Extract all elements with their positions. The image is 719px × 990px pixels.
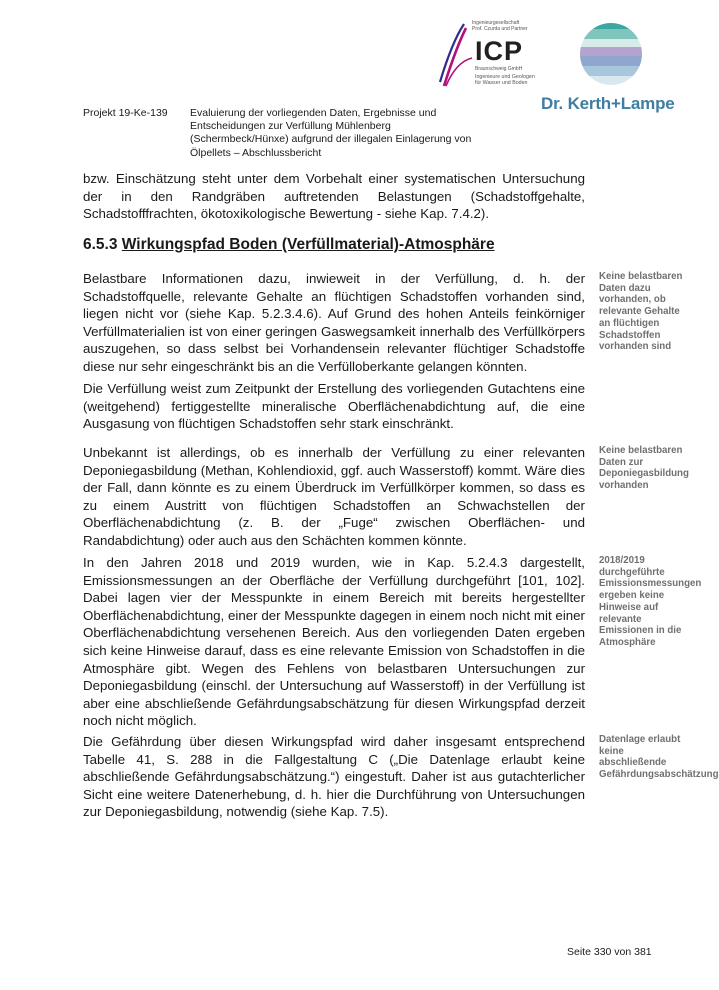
project-description: Evaluierung der vorliegenden Daten, Ergebnisse und Entscheidungen zur Verfüllung Mühlenberg (Schermbeck/Hünxe) aufgrund der illegalen Einlagerung von Ölpellets – Abschlussbericht [190,107,472,159]
section-title: Wirkungspfad Boden (Verfüllmaterial)-Atmosphäre [121,236,495,253]
kerth-lampe-logo-mark [578,16,644,96]
kerth-lampe-logo-text: Dr. Kerth+Lampe [541,94,675,113]
margin-note-4: Datenlage erlaubt keine abschließende Gefährdungsabschätzung [599,734,719,781]
paragraph-2: Die Verfüllung weist zum Zeitpunkt der Erstellung des vorliegenden Gutachtens eine (weitgehend) fertiggestellte mineralische Oberflächenabdichtung auf, die eine Ausgasung von flüchtigen Schadstoffen sehr stark einschränkt. [83,381,585,432]
paragraph-5: Die Gefährdung über diesen Wirkungspfad wird daher insgesamt entsprechend Tabelle 41, S. 288 in die Fallgestaltung C („Die Datenlage erlaubt keine abschließende Gefährdungsabschätzung.“) eingestuft. Daher ist aus gutachterlicher Sicht eine weitere Datenerhebung, d. h. hier die Durchführung von Untersuchungen zur Deponiegasbildung, notwendig (siehe Kap. 7.5). [83,734,585,820]
section-heading [83,236,495,254]
icp-logo-mark [434,22,474,90]
intro-paragraph: bzw. Einschätzung steht unter dem Vorbehalt einer systematischen Untersuchung der in den Randgräben auftretenden Belastungen (Schadstoffgehalte, Schadstofffrachten, ökotoxikologische Bewertung - siehe Kap. 7.4.2). [83,171,585,222]
paragraph-3: Unbekannt ist allerdings, ob es innerhalb der Verfüllung zu einer relevanten Deponiegasbildung (Methan, Kohlendioxid, ggf. auch Wasserstoff) kommt. Wäre dies der Fall, dann könnte es zu einem Überdruck im Verfüllkörper kommen, so dass es zu einem Austritt von flüchtigen Schadstoffen an Schwachstellen der Oberflächenabdichtung (z. B. der „Fuge“ zwischen Oberflächen- und Randabdichtung) oder auch aus den Schächten kommen könnte. [83,445,585,548]
icp-logo-location: Braunschweig GmbH [475,66,523,72]
paragraph-1: Belastbare Informationen dazu, inwieweit in der Verfüllung, d. h. der Schadstoffquelle, relevante Gehalte an flüchtigen Schadstoffen vorhanden sind, liegen nicht vor (siehe Kap. 5.2.3.4.6). Auf Grund des hohen Anteils feinkörniger Verfüllmaterialien ist von einer geringen Gaswegsamkeit innerhalb des Verfüllkörpers auszugehen, so dass selbst bei Vorhandensein relevanter flüchtiger Schadstoffe diese nur sehr eingeschränkt bis an die Verfülloberkante gelangen könnten. [83,271,585,374]
icp-logo-tagline: Ingenieure und Geologen für Wasser und Boden [475,74,535,87]
margin-note-3: 2018/2019 durchgeführte Emissionsmessungen ergeben keine Hinweise auf relevante Emissionen in die Atmosphäre [599,555,702,648]
section-number: 6.5.3 [83,236,118,253]
margin-note-2: Keine belastbaren Daten zur Deponiegasbildung vorhanden [599,445,689,492]
margin-note-1: Keine belastbaren Daten dazu vorhanden, ob relevante Gehalte an flüchtigen Schadstoffen vorhanden sind [599,271,683,353]
page-number: Seite 330 von 381 [567,946,652,958]
paragraph-4: In den Jahren 2018 und 2019 wurden, wie in Kap. 5.2.4.3 dargestellt, Emissionsmessungen an der Oberfläche der Verfüllung durchgeführt [101, 102]. Dabei lagen vier der Messpunkte in einem Bereich mit bereits hergestellter Oberflächenabdichtung, einer der Messpunkte dagegen in einem noch nicht mit einer Oberflächenabdichtung versehenen Bereich. Aus den vorliegenden Daten ergeben sich keine Hinweise darauf, dass es eine relevante Emission von Schadstoffen in die Atmosphäre gibt. Wegen des Fehlens von belastbaren Untersuchungen zur Deponiegasbildung (einschl. der Untersuchung auf Wasserstoff) in der Verfüllung ist aber eine abschließende Gefährdungsabschätzung für diesen Wirkungspfad derzeit noch nicht möglich. [83,555,585,729]
project-label: Projekt 19-Ke-139 [83,107,168,119]
icp-logo-header: Ingenieurgesellschaft Prof. Czurda und Partner [472,20,528,32]
icp-logo-name: ICP [475,36,524,66]
